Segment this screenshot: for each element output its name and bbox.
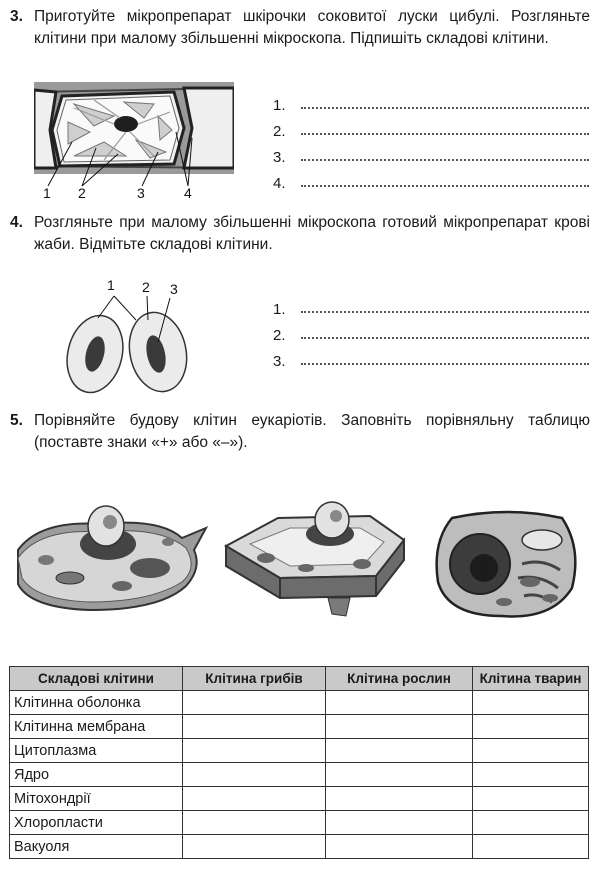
- task-3-text: Приготуйте мікропрепарат шкірочки соковитої луски цибулі. Розгляньте клітини при малому збільшенні мікроскопа. Підпишіть складові клітини.: [34, 8, 590, 47]
- task-4-number: 4.: [10, 214, 23, 231]
- cell-animals[interactable]: [473, 787, 589, 811]
- table-row: Вакуоля: [10, 835, 589, 859]
- frog-erythrocyte-left: [62, 310, 131, 396]
- cell-fungi[interactable]: [183, 811, 326, 835]
- answer-line[interactable]: 3.: [273, 344, 589, 370]
- cell-fungi[interactable]: [183, 715, 326, 739]
- answer-line[interactable]: 1.: [273, 88, 589, 114]
- task-4-answer-lines: [273, 292, 589, 370]
- table-header-row: [10, 667, 589, 691]
- task-5-text: Порівняйте будову клітин еукаріотів. Заповніть порівняльну таблицю (поставте знаки «+» або «–»).: [34, 412, 590, 451]
- plant-cell-figure: [220, 498, 410, 620]
- table-row: Клітинна мембрана: [10, 715, 589, 739]
- comparison-table: [9, 666, 589, 859]
- task-3: [10, 6, 590, 50]
- cell-plants[interactable]: [326, 811, 473, 835]
- cell-plants[interactable]: [326, 715, 473, 739]
- cell-animals[interactable]: [473, 715, 589, 739]
- onion-cell-main: [52, 92, 184, 166]
- blood-label-2: 2: [142, 279, 150, 295]
- onion-cell-nucleus: [114, 116, 138, 132]
- table-row: Цитоплазма: [10, 739, 589, 763]
- fungal-cell-figure: [10, 498, 210, 620]
- header-components: Складові клітини: [10, 667, 183, 691]
- table-row: Ядро: [10, 763, 589, 787]
- onion-label-2: 2: [78, 185, 86, 198]
- cell-plants[interactable]: [326, 763, 473, 787]
- task-4: [10, 212, 590, 256]
- answer-line[interactable]: 1.: [273, 292, 589, 318]
- header-plants: Клітина рослин: [326, 667, 473, 691]
- cell-plants[interactable]: [326, 739, 473, 763]
- table-row: Мітохондрії: [10, 787, 589, 811]
- cell-animals[interactable]: [473, 763, 589, 787]
- onion-label-1: 1: [43, 185, 51, 198]
- onion-label-3: 3: [137, 185, 145, 198]
- onion-cell-right: [184, 88, 234, 168]
- cell-plants[interactable]: [326, 835, 473, 859]
- animal-cell-figure: [432, 508, 582, 620]
- answer-line[interactable]: 4.: [273, 166, 589, 192]
- task-3-number: 3.: [10, 8, 23, 25]
- onion-label-4: 4: [184, 185, 192, 198]
- blood-label-3: 3: [170, 281, 178, 297]
- task-5: [10, 410, 590, 454]
- cell-animals[interactable]: [473, 835, 589, 859]
- cell-plants[interactable]: [326, 787, 473, 811]
- fungal-cell-golgi: [130, 558, 170, 578]
- cell-animals[interactable]: [473, 811, 589, 835]
- cell-fungi[interactable]: [183, 787, 326, 811]
- answer-line[interactable]: 2.: [273, 114, 589, 140]
- task-4-text: Розгляньте при малому збільшенні мікроскопа готовий мікропрепарат крові жаби. Відмітьте складові клітини.: [34, 214, 590, 253]
- table-row: Клітинна оболонка: [10, 691, 589, 715]
- blood-label-1: 1: [107, 277, 115, 293]
- cell-animals[interactable]: [473, 691, 589, 715]
- frog-erythrocyte-right: [122, 307, 192, 396]
- cell-animals[interactable]: [473, 739, 589, 763]
- answer-line[interactable]: 2.: [273, 318, 589, 344]
- cell-plants[interactable]: [326, 691, 473, 715]
- cell-fungi[interactable]: [183, 763, 326, 787]
- answer-line[interactable]: 3.: [273, 140, 589, 166]
- cell-fungi[interactable]: [183, 691, 326, 715]
- frog-blood-figure: [62, 276, 192, 396]
- table-row: Хлоропласти: [10, 811, 589, 835]
- header-fungi: Клітина грибів: [183, 667, 326, 691]
- task-3-answer-lines: [273, 88, 589, 192]
- cell-fungi[interactable]: [183, 835, 326, 859]
- cell-fungi[interactable]: [183, 739, 326, 763]
- onion-cells-figure: [34, 82, 234, 198]
- task-5-number: 5.: [10, 412, 23, 429]
- header-animals: Клітина тварин: [473, 667, 589, 691]
